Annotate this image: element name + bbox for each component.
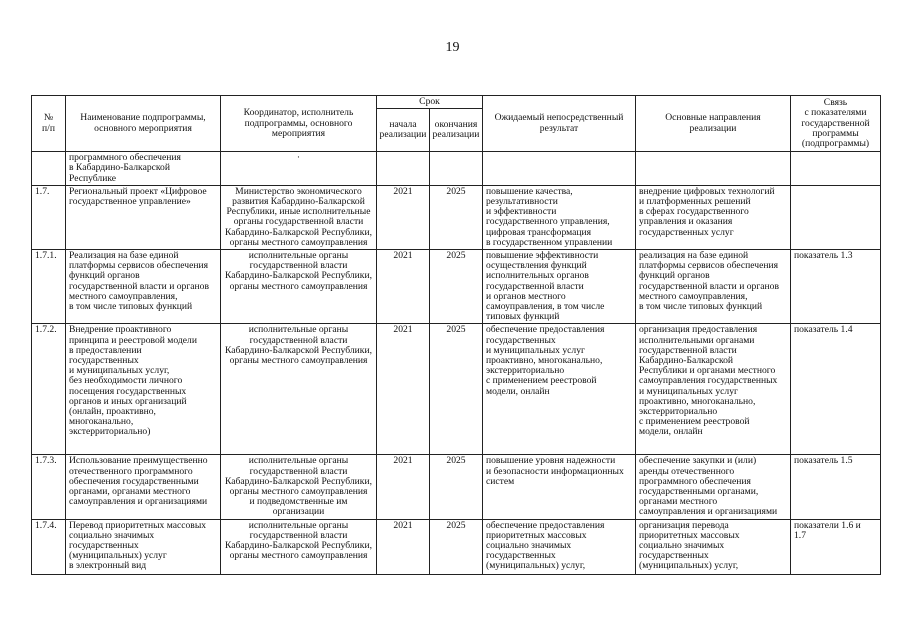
cell-coordinator: исполнительные органы государственной власти Кабардино-Балкарской Республики, органы местного самоуправления xyxy=(221,519,377,574)
header-link: Связь с показателями государственной программы (подпрограммы) xyxy=(791,96,881,152)
cell-num xyxy=(32,152,66,186)
cell-directions: внедрение цифровых технологий и платформенных решений в сферах государственного управления и оказания государственных услуг xyxy=(636,185,791,249)
cell-end: 2025 xyxy=(430,324,483,455)
cell-link: показатель 1.4 xyxy=(791,324,881,455)
cell-result: обеспечение предоставления приоритетных массовых социально значимых государственных (муниципальных) услуг, xyxy=(483,519,636,574)
cell-start: 2021 xyxy=(377,250,430,324)
cell-coordinator: · xyxy=(221,152,377,186)
cell-num: 1.7.3. xyxy=(32,455,66,519)
cell-start: 2021 xyxy=(377,455,430,519)
cell-num: 1.7.2. xyxy=(32,324,66,455)
program-table xyxy=(31,95,881,575)
cell-result xyxy=(483,152,636,186)
cell-end xyxy=(430,152,483,186)
table-row xyxy=(32,250,881,324)
cell-end: 2025 xyxy=(430,250,483,324)
table-row xyxy=(32,455,881,519)
cell-link: показатели 1.6 и 1.7 xyxy=(791,519,881,574)
header-result: Ожидаемый непосредственный результат xyxy=(483,96,636,152)
cell-end: 2025 xyxy=(430,185,483,249)
header-start: начала реализации xyxy=(377,109,430,152)
table-row xyxy=(32,324,881,455)
header-term: Срок xyxy=(377,96,483,109)
cell-result: обеспечение предоставления государственных и муниципальных услуг проактивно, многоканально, экстерриториально с применением реестровой модели, онлайн xyxy=(483,324,636,455)
table-row xyxy=(32,519,881,574)
cell-coordinator: исполнительные органы государственной власти Кабардино-Балкарской Республики, органы местного самоуправления и подведомственные им организации xyxy=(221,455,377,519)
header-end: окончания реализации xyxy=(430,109,483,152)
cell-end: 2025 xyxy=(430,455,483,519)
cell-end: 2025 xyxy=(430,519,483,574)
cell-num: 1.7. xyxy=(32,185,66,249)
cell-link: показатель 1.5 xyxy=(791,455,881,519)
header-coordinator: Координатор, исполнитель подпрограммы, основного мероприятия xyxy=(221,96,377,152)
cell-link xyxy=(791,152,881,186)
cell-name: Реализация на базе единой платформы сервисов обеспечения функций органов государственной власти и органов местного самоуправления, в том числе типовых функций xyxy=(66,250,221,324)
header-directions: Основные направления реализации xyxy=(636,96,791,152)
cell-start: 2021 xyxy=(377,519,430,574)
cell-result: повышение качества, результативности и эффективности государственного управления, цифровая трансформация в государственном управлении xyxy=(483,185,636,249)
cell-link xyxy=(791,185,881,249)
cell-start: 2021 xyxy=(377,185,430,249)
header-name: Наименование подпрограммы, основного мероприятия xyxy=(66,96,221,152)
page-number: 19 xyxy=(445,40,460,55)
cell-name: Внедрение проактивного принципа и реестровой модели в предоставлении государственных и муниципальных услуг, без необходимости личного посещения государственных органов и иных организаций (онлайн, проактивно, многоканально, экстерриториально) xyxy=(66,324,221,455)
cell-coordinator: исполнительные органы государственной власти Кабардино-Балкарской Республики, органы местного самоуправления xyxy=(221,324,377,455)
cell-num: 1.7.4. xyxy=(32,519,66,574)
cell-name: Региональный проект «Цифровое государственное управление» xyxy=(66,185,221,249)
cell-directions: обеспечение закупки и (или) аренды отечественного программного обеспечения государственными органами, органами местного самоуправления и организациями xyxy=(636,455,791,519)
cell-num: 1.7.1. xyxy=(32,250,66,324)
cell-directions: реализация на базе единой платформы сервисов обеспечения функций органов государственной власти и органов местного самоуправления, в том числе типовых функций xyxy=(636,250,791,324)
cell-start: 2021 xyxy=(377,324,430,455)
header-num: № п/п xyxy=(32,96,66,152)
cell-result: повышение уровня надежности и безопасности информационных систем xyxy=(483,455,636,519)
cell-start xyxy=(377,152,430,186)
table-row xyxy=(32,185,881,249)
header-row xyxy=(32,96,881,109)
cell-name: Использование преимущественно отечественного программного обеспечения государственными органами, органами местного самоуправления и организациями xyxy=(66,455,221,519)
cell-name: программного обеспечения в Кабардино-Балкарской Республике xyxy=(66,152,221,186)
cell-directions xyxy=(636,152,791,186)
table-row-continuation xyxy=(32,152,881,186)
cell-name: Перевод приоритетных массовых социально значимых государственных (муниципальных) услуг в электронный вид xyxy=(66,519,221,574)
cell-coordinator: исполнительные органы государственной власти Кабардино-Балкарской Республики, органы местного самоуправления xyxy=(221,250,377,324)
cell-link: показатель 1.3 xyxy=(791,250,881,324)
cell-directions: организация предоставления исполнительными органами государственной власти Кабардино-Балкарской Республики и органами местного самоуправления государственных и муниципальных услуг проактивно, многоканально, экстерриториально с применением реестровой модели, онлайн xyxy=(636,324,791,455)
cell-directions: организация перевода приоритетных массовых социально значимых государственных (муниципальных) услуг, xyxy=(636,519,791,574)
cell-coordinator: Министерство экономического развития Кабардино-Балкарской Республики, иные исполнительные органы государственной власти Кабардино-Балкарской Республики, органы местного самоуправления xyxy=(221,185,377,249)
cell-result: повышение эффективности осуществления функций исполнительных органов государственной власти и органов местного самоуправления, в том числе типовых функций xyxy=(483,250,636,324)
